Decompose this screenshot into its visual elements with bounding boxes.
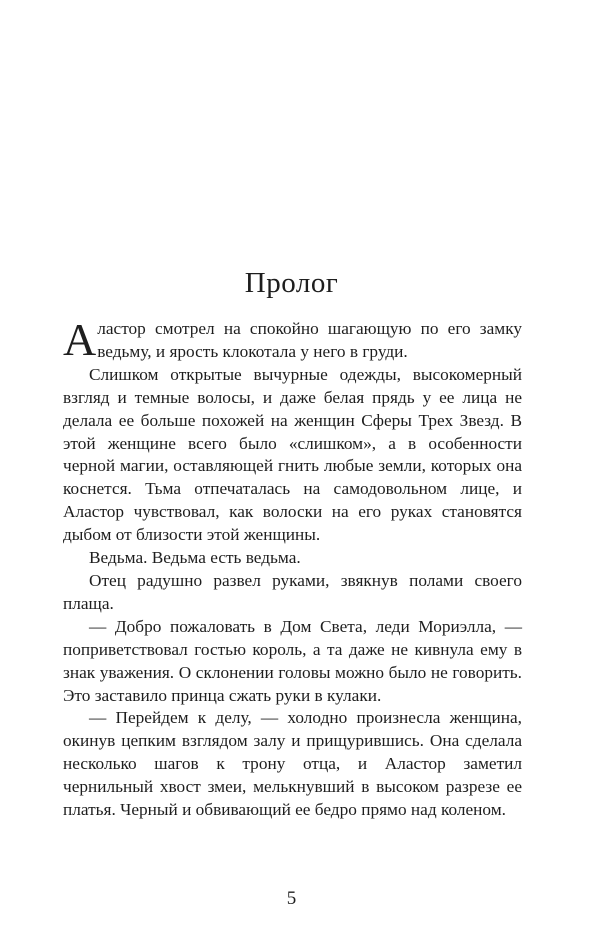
- paragraph-5: — Добро пожаловать в Дом Света, леди Мориэлла, — поприветствовал гостью король, а та даже не кивнула ему в знак уважения. О склонении головы можно было не говорить. Это заставило принца сжать руки в кулаки.: [63, 616, 522, 705]
- paragraph-3: Ведьма. Ведьма есть ведьма.: [89, 548, 301, 568]
- chapter-title: Пролог: [244, 267, 339, 299]
- paragraph-1-text: ластор смотрел на спокойно шагающую по его замку ведьму, и ярость клокотала у него в груди.: [97, 319, 522, 361]
- paragraph-4: Отец радушно развел руками, звякнув полами своего плаща.: [63, 570, 522, 613]
- page-number: 5: [286, 888, 297, 909]
- drop-cap: А: [63, 314, 97, 365]
- paragraph-2: Слишком открытые вычурные одежды, высокомерный взгляд и темные волосы, и даже белая прядь у ее лица не делала ее больше похожей на женщин Сферы Трех Звезд. В этой женщине всего было «слишком», а в особенности черной магии, оставляющей гнить любые земли, которых она коснется. Тьма отпечаталась на самодовольном лице, и Аластор чувствовал, как волоски на его руках становятся дыбом от близости этой женщины.: [63, 364, 522, 545]
- body-text: [63, 314, 522, 822]
- paragraph-1: [63, 314, 522, 365]
- paragraph-6: — Перейдем к делу, — холодно произнесла женщина, окинув цепким взглядом залу и прищурившись. Она сделала несколько шагов к трону отца, и Аластор заметил чернильный хвост змеи, мелькнувший в высоком разрезе ее платья. Черный и обвивающий ее бедро прямо над коленом.: [63, 708, 522, 820]
